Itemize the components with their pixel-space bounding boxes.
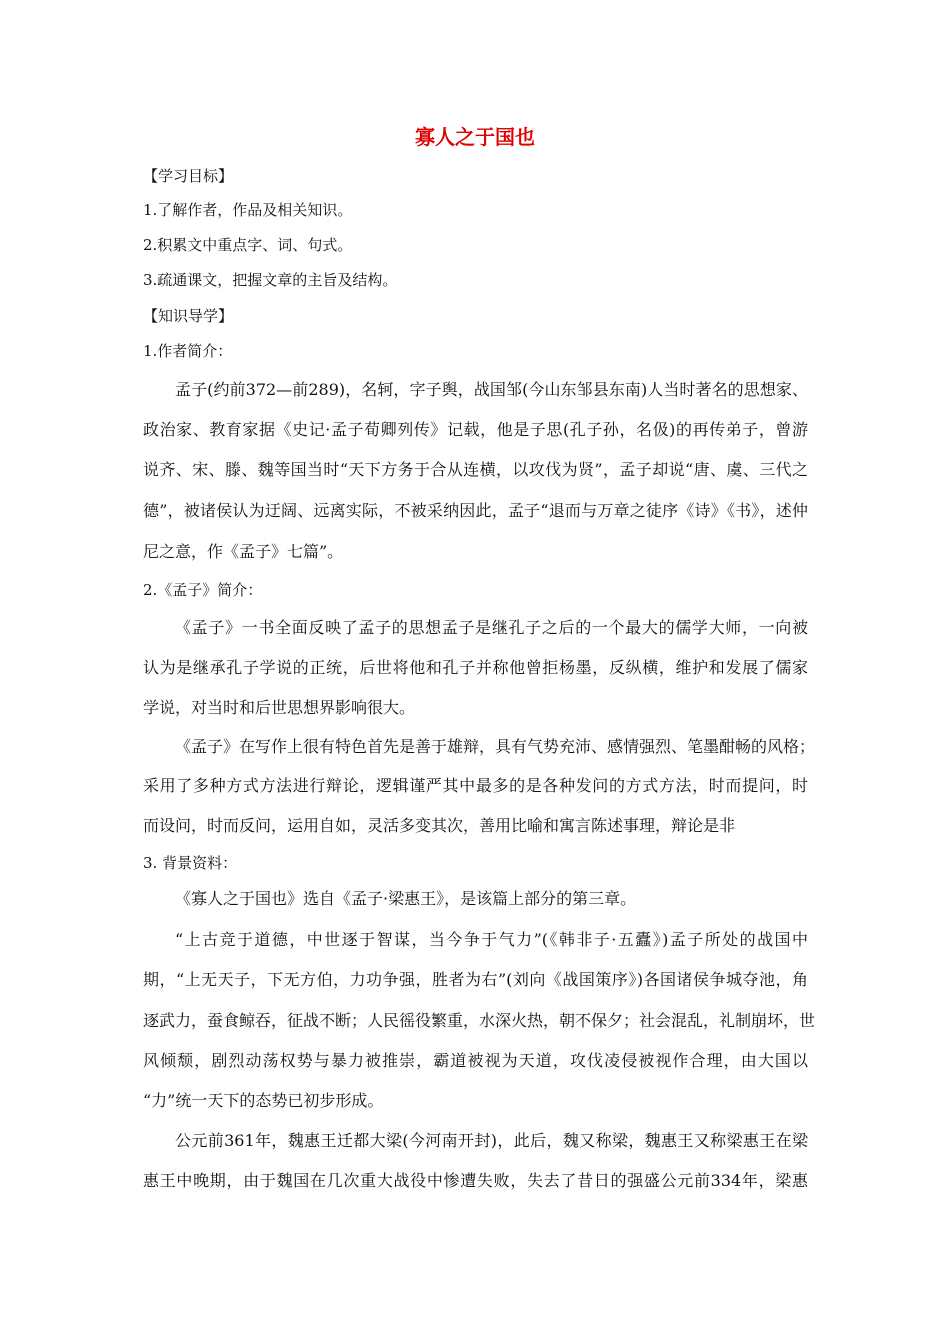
book-text-line: 认为是继承孔子学说的正统，后世将他和孔子并称他曾拒杨墨，反纵横，维护和发展了儒家 bbox=[143, 658, 808, 677]
background-text-line: 期，“上无天子，下无方伯，力功争强，胜者为右”(刘向《战国策序》)各国诸侯争城夺池，角 bbox=[143, 970, 808, 989]
objective-item: 2.积累文中重点字、词、句式。 bbox=[143, 236, 353, 254]
book-text-line: 采用了多种方式方法进行辩论，逻辑谨严其中最多的是各种发问的方式方法，时而提问，时 bbox=[143, 776, 808, 795]
background-text-line: 惠王中晚期，由于魏国在几次重大战役中惨遭失败，失去了昔日的强盛公元前334年，梁惠 bbox=[143, 1171, 808, 1190]
document-title: 寡人之于国也 bbox=[415, 125, 535, 149]
background-text-line: “上古竞于道德，中世逐于智谋，当今争于气力”(《韩非子·五蠹》)孟子所处的战国中 bbox=[175, 930, 808, 949]
background-text-line: 公元前361年，魏惠王迁都大梁(今河南开封)，此后，魏又称梁，魏惠王又称梁惠王在梁 bbox=[175, 1131, 808, 1150]
guide-heading: 【知识导学】 bbox=[143, 307, 234, 325]
author-text-line: 尼之意，作《孟子》七篇”。 bbox=[143, 542, 344, 561]
book-text-line: 《孟子》一书全面反映了孟子的思想孟子是继孔子之后的一个最大的儒学大师，一向被 bbox=[175, 618, 808, 637]
objective-item: 3.疏通课文，把握文章的主旨及结构。 bbox=[143, 271, 398, 289]
background-text-line: 风倾颓，剧烈动荡权势与暴力被推崇，霸道被视为天道，攻伐凌侵被视作合理，由大国以 bbox=[143, 1051, 808, 1070]
book-text-line: 而设问，时而反问，运用自如，灵活多变其次，善用比喻和寓言陈述事理，辩论是非 bbox=[143, 816, 736, 835]
author-text-line: 说齐、宋、滕、魏等国当时“天下方务于合从连横，以攻伐为贤”，孟子却说“唐、虞、三代之 bbox=[143, 460, 808, 479]
objective-item: 1.了解作者，作品及相关知识。 bbox=[143, 201, 353, 219]
background-text-line: 《寡人之于国也》选自《孟子·梁惠王》，是该篇上部分的第三章。 bbox=[175, 889, 637, 908]
author-text-line: 孟子(约前372—前289)，名轲，字子舆，战国邹(今山东邹县东南)人当时著名的思想家、 bbox=[175, 380, 808, 399]
background-text-line: “力”统一天下的态势已初步形成。 bbox=[143, 1091, 384, 1110]
book-text-line: 《孟子》在写作上很有特色首先是善于雄辩，具有气势充沛、感情强烈、笔墨酣畅的风格； bbox=[175, 737, 816, 756]
background-text-line: 逐武力，蚕食鲸吞，征战不断；人民徭役繁重，水深火热，朝不保夕；社会混乱，礼制崩坏，世 bbox=[143, 1011, 816, 1030]
book-heading: 2.《孟子》简介： bbox=[143, 581, 263, 599]
book-text-line: 学说，对当时和后世思想界影响很大。 bbox=[143, 698, 416, 717]
author-heading: 1.作者简介： bbox=[143, 342, 233, 360]
author-text-line: 德”，被诸侯认为迂阔、远离实际，不被采纳因此，孟子“退而与万章之徒序《诗》《书》，述仲 bbox=[143, 501, 808, 520]
author-text-line: 政治家、教育家据《史记·孟子荀卿列传》记载，他是子思(孔子孙，名伋)的再传弟子，曾游 bbox=[143, 420, 808, 439]
objectives-heading: 【学习目标】 bbox=[143, 167, 234, 185]
background-heading: 3. 背景资料： bbox=[143, 854, 238, 872]
